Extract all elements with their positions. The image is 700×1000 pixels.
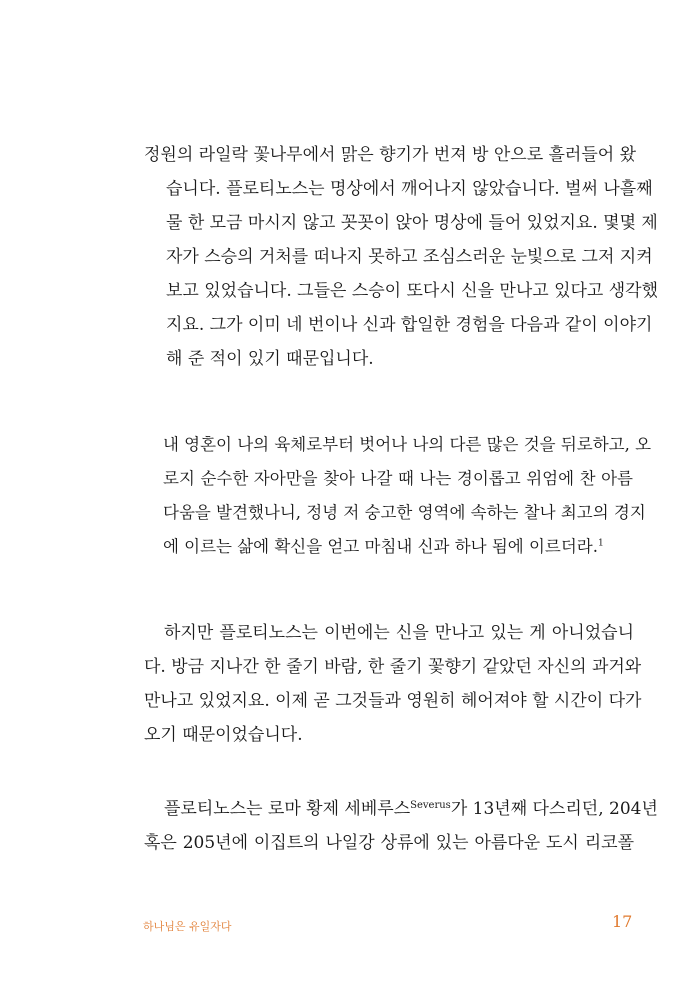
paragraph-2: [144, 616, 642, 752]
text-line: 자가 스승의 거처를 떠나지 못하고 조심스러운 눈빛으로 그저 지켜: [166, 247, 653, 267]
running-footer-title: 하나님은 유일자다: [143, 920, 232, 933]
text-line: 물 한 모금 마시지 않고 꼿꼿이 앉아 명상에 들어 있었지요. 몇몇 제: [166, 213, 658, 233]
text-line: 정원의 라일락 꽃나무에서 맑은 향기가 번져 방 안으로 흘러들어 왔: [144, 145, 637, 165]
page-number: 17: [612, 912, 633, 931]
quote-line: 다움을 발견했나니, 정녕 저 숭고한 영역에 속하는 찰나 최고의 경지: [163, 503, 646, 522]
text-line: 하지만 플로티노스는 이번에는 신을 만나고 있는 게 아니었습니: [164, 623, 634, 643]
text-line: [144, 792, 658, 826]
line-text-before: 플로티노스는 로마 황제 세베루스: [164, 799, 411, 819]
text-line: 다. 방금 지나간 한 줄기 바람, 한 줄기 꽃향기 같았던 자신의 과거와: [144, 657, 642, 677]
footnote-marker[interactable]: 1: [598, 538, 604, 549]
text-line: 만나고 있었지요. 이제 곧 그것들과 영원히 헤어져야 할 시간이 다가: [144, 691, 642, 711]
quote-last-text: 에 이르는 삶에 확신을 얻고 마침내 신과 하나 됨에 이르더라.: [163, 537, 598, 556]
block-quote: [163, 428, 652, 564]
quote-line: 로지 순수한 자아만을 찾아 나갈 때 나는 경이롭고 위엄에 찬 아름: [163, 469, 633, 488]
text-line: 지요. 그가 이미 네 번이나 신과 합일한 경험을 다음과 같이 이야기: [166, 315, 653, 335]
text-line: 보고 있었습니다. 그들은 스승이 또다시 신을 만나고 있다고 생각했: [166, 281, 659, 301]
quote-line: [163, 530, 633, 564]
quote-line: 내 영혼이 나의 육체로부터 벗어나 나의 다른 많은 것을 뒤로하고, 오: [163, 435, 652, 454]
text-line: 습니다. 플로티노스는 명상에서 깨어나지 않았습니다. 벌써 나흘째: [166, 179, 653, 199]
paragraph-3: [144, 792, 658, 860]
line-text-after: 가 13년째 다스리던, 204년: [450, 799, 658, 819]
paragraph-1: [144, 138, 659, 376]
latin-name-annotation: Severus: [410, 800, 451, 811]
text-line: 해 준 적이 있기 때문입니다.: [166, 349, 374, 369]
text-line: 오기 때문이었습니다.: [144, 725, 303, 745]
text-line: 혹은 205년에 이집트의 나일강 상류에 있는 아름다운 도시 리코폴: [144, 833, 634, 853]
